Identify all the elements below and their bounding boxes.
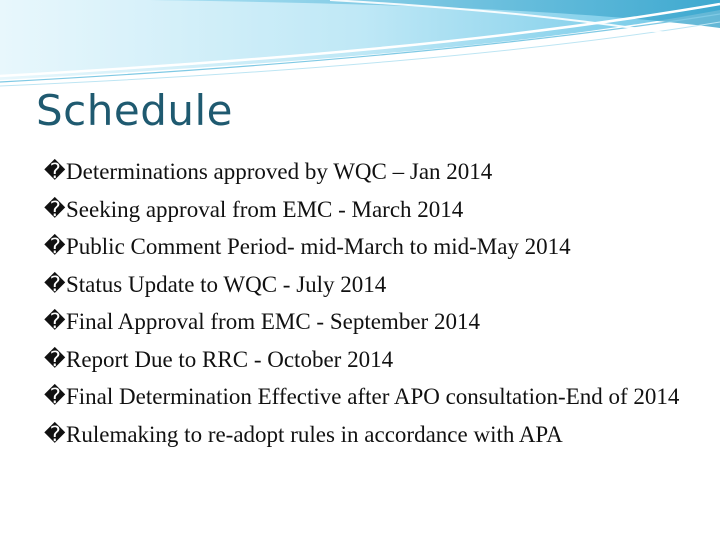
replacement-character-bullet-icon: � [44,384,66,408]
bullet-item [44,419,704,450]
bullet-text: Report Due to RRC - October 2014 [66,346,394,372]
replacement-character-bullet-icon: � [44,159,66,183]
bullet-list [44,156,704,456]
bullet-item [44,269,704,300]
slide-title: Schedule [36,86,233,135]
bullet-text: Final Determination Effective after APO consultation-End of 2014 [66,384,680,409]
bullet-item [44,344,704,375]
replacement-character-bullet-icon: � [44,271,66,296]
bullet-text: Determinations approved by WQC – Jan 2014 [66,159,493,184]
replacement-character-bullet-icon: � [44,346,66,371]
bullet-text: Rulemaking to re-adopt rules in accordance with APA [66,421,563,447]
bullet-text: Public Comment Period- mid-March to mid-May 2014 [66,234,571,259]
replacement-character-bullet-icon: � [44,309,66,333]
replacement-character-bullet-icon: � [44,421,66,446]
bullet-text: Seeking approval from EMC - March 2014 [66,196,464,222]
bullet-item [44,156,704,187]
bullet-item [44,194,704,225]
replacement-character-bullet-icon: � [44,196,66,221]
decorative-header-banner [0,0,720,90]
bullet-text: Status Update to WQC - July 2014 [66,271,387,297]
replacement-character-bullet-icon: � [44,234,66,258]
bullet-item [44,306,704,337]
bullet-item [44,231,704,262]
bullet-item [44,381,704,412]
bullet-text: Final Approval from EMC - September 2014 [66,309,480,334]
